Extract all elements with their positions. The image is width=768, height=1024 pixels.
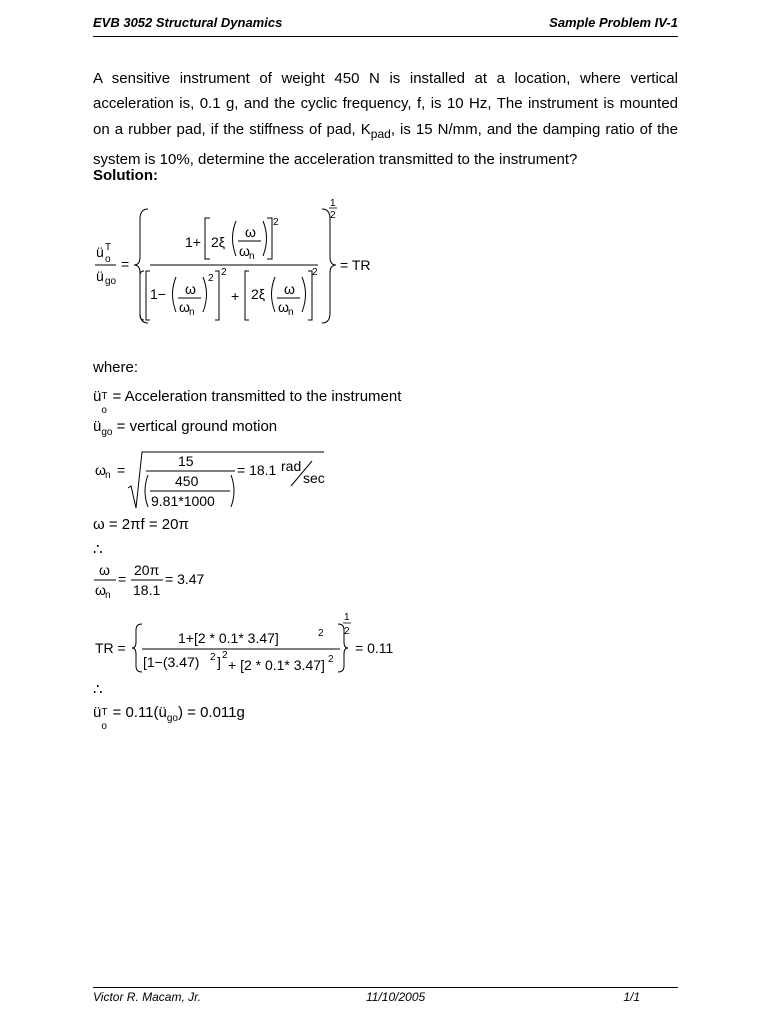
den-omega-n-2: ω (278, 299, 289, 315)
ratio-den-sub: n (105, 590, 111, 601)
omega-n-den-num: 450 (175, 473, 199, 489)
def1-sup: T (101, 391, 108, 402)
ratio-num: ω (99, 562, 110, 578)
den-two-xi: 2ξ (251, 286, 266, 302)
final-text-2: ) = 0.011g (177, 704, 245, 721)
footer-page: 1/1 (623, 990, 640, 1004)
course-title: EVB 3052 Structural Dynamics (93, 15, 283, 30)
num-omega-n: ω (239, 243, 250, 259)
lhs-num-sub: o (105, 254, 111, 265)
omega-n-result: = 18.1 (237, 462, 277, 478)
den-omega: ω (185, 281, 196, 297)
den-omega-n: ω (179, 299, 190, 315)
footer-date: 11/10/2005 (366, 990, 426, 1004)
problem-text-a: A sensitive instrument of weight 450 N is installed at a location, where vertical acceleration is, 0.1 g, and the cyclic frequency, f, is 10 Hz, The instrument is mounted on a rubber pad, if the stiffness of pad, K (93, 70, 678, 138)
tr-lhs: TR = (95, 640, 126, 656)
problem-title: Sample Problem IV-1 (549, 15, 678, 30)
ratio-den2: 18.1 (133, 582, 161, 598)
final-text-1: = 0.11(ü (108, 704, 167, 721)
den-one-minus: 1− (150, 286, 166, 302)
tr-num-exp: 2 (318, 628, 324, 639)
page-footer (93, 987, 678, 1008)
final-sup: T (101, 707, 108, 718)
num-n: n (249, 251, 255, 262)
tr-den-inner-exp: 2 (210, 652, 216, 663)
formula-rhs: = TR (340, 257, 371, 273)
ratio-result: = 3.47 (165, 571, 205, 587)
den-omega-2: ω (284, 281, 295, 297)
final-sub: o (101, 721, 107, 732)
tr-den-c: + [2 * 0.1* 3.47] (228, 657, 325, 673)
solution-label: Solution: (93, 167, 158, 184)
ratio-den: ω (95, 582, 106, 598)
omega-n-lhs-sub: n (105, 470, 111, 481)
transmissibility-formula (90, 195, 390, 330)
natural-frequency-calc (90, 448, 350, 514)
num-two-xi: 2ξ (211, 234, 226, 250)
def2-symbol: ü (93, 418, 102, 435)
den-inner-exp: 2 (208, 273, 214, 284)
omega-n-num: 15 (178, 453, 194, 469)
problem-subscript: pad (370, 126, 391, 141)
den-outer-exp: 2 (221, 267, 227, 278)
omega-n-lhs: ω (95, 462, 106, 478)
tr-den-outer-exp: 2 (222, 650, 228, 661)
footer-author: Victor R. Macam, Jr. (93, 990, 202, 1004)
ratio-num2: 20π (134, 562, 160, 578)
formula-equals: = (121, 256, 130, 272)
tr-den-exp: 2 (328, 654, 334, 665)
tr-num: 1+[2 * 0.1* 3.47] (178, 630, 279, 646)
tr-den-a: [1−(3.47) (143, 654, 200, 670)
omega-n-unit-num: rad (281, 458, 302, 474)
tr-half-den: 2 (344, 626, 350, 637)
definition-transmitted (93, 388, 402, 416)
omega-n-eq: = (117, 462, 126, 478)
den-n-2: n (288, 307, 294, 318)
def1-symbol: ü (93, 388, 102, 405)
problem-statement (93, 66, 678, 172)
tr-den-b: ] (217, 654, 221, 670)
page-header (93, 14, 678, 37)
def2-sub: go (101, 427, 113, 438)
den-n: n (189, 307, 195, 318)
lhs-den-sub: go (105, 276, 117, 287)
definition-ground-motion (93, 418, 277, 438)
therefore-symbol-1: ∴ (93, 541, 103, 558)
final-sub2: go (166, 713, 178, 724)
lhs-num-symbol: ü (96, 244, 104, 260)
def1-text: = Acceleration transmitted to the instrument (108, 388, 402, 405)
def2-text: = vertical ground motion (112, 418, 278, 435)
tr-half-num: 1 (344, 612, 350, 623)
half-den: 2 (330, 210, 336, 221)
frequency-ratio-calc (90, 560, 230, 602)
lhs-num-sup: T (105, 242, 112, 253)
omega-calc: ω = 2πf = 20π (93, 516, 189, 533)
final-answer (93, 704, 245, 732)
den-second-exp: 2 (312, 267, 318, 278)
where-label: where: (93, 359, 139, 376)
den-plus: + (231, 288, 240, 304)
def1-sub: o (101, 405, 107, 416)
lhs-den-symbol: ü (96, 268, 104, 284)
final-symbol: ü (93, 704, 102, 721)
num-one-plus: 1+ (185, 234, 201, 250)
num-omega: ω (245, 224, 256, 240)
therefore-symbol-2: ∴ (93, 681, 103, 698)
problem-text-b: , is 15 N/mm, and the damping ratio of the system is 10%, determine the acceleration transmitted to the instrument? (93, 120, 678, 168)
tr-result: = 0.11 (355, 640, 394, 656)
omega-n-den-den: 9.81*1000 (151, 493, 215, 509)
num-exp: 2 (273, 217, 279, 228)
omega-n-unit-den: sec (303, 470, 325, 486)
ratio-eq: = (118, 571, 127, 587)
tr-calc (90, 608, 430, 680)
half-num: 1 (330, 198, 336, 209)
